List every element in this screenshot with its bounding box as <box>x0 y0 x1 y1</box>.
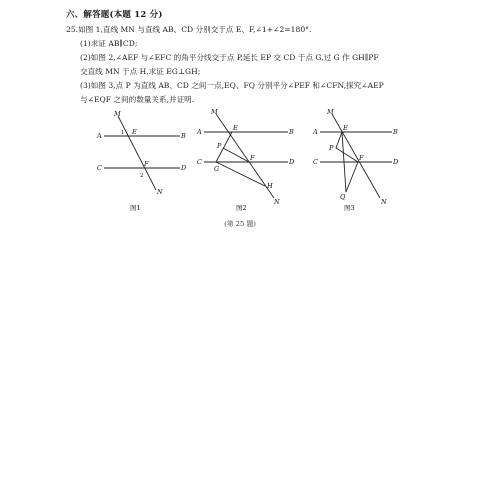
fig1-label-m: M <box>114 110 121 118</box>
fig3-segment-ep <box>336 132 342 148</box>
fig2-label-g: G <box>214 165 220 173</box>
problem-stem: 25.如图 1,直线 MN 与直线 AB、CD 分别交于点 E、F,∠1+∠2=180°. <box>66 25 312 34</box>
fig3-segment-fq <box>346 162 358 192</box>
fig2-label-b: B <box>289 128 294 136</box>
problem-part3-line2: 与∠EQF 之间的数量关系,并证明. <box>80 95 195 104</box>
fig1-label-angle2: 2 <box>140 173 144 179</box>
fig1-label-angle1: 1 <box>121 130 125 136</box>
fig2-segment-pf <box>223 148 249 162</box>
figure-3-diagram <box>320 114 392 198</box>
fig3-label-q: Q <box>340 193 346 201</box>
fig3-segment-pf <box>336 148 358 162</box>
fig1-label-n: N <box>157 188 163 196</box>
fig3-line-mn <box>332 114 380 198</box>
fig3-label-b: B <box>393 128 398 136</box>
fig2-label-h: H <box>267 182 273 190</box>
fig3-label-p: P <box>329 144 334 152</box>
figures <box>84 106 404 226</box>
problem-part1: (1)求证 AB∥CD; <box>80 39 138 48</box>
figure-2-diagram <box>204 114 288 198</box>
fig1-label-d: D <box>181 164 187 172</box>
fig1-line-mn <box>118 116 156 190</box>
fig2-line-mn <box>216 114 274 198</box>
fig1-label-c: C <box>97 164 102 172</box>
problem-caption: (第 25 题) <box>224 220 256 228</box>
fig2-label-d: D <box>289 158 295 166</box>
fig3-label-a: A <box>313 128 318 136</box>
fig2-label-m: M <box>211 108 218 116</box>
problem-part2-line1: (2)如图 2,∠AEF 与∠EFC 的角平分线交于点 P,延长 EP 交 CD 于点 G,过 G 作 GH∥PF <box>80 53 379 62</box>
fig3-label-e: E <box>343 124 348 132</box>
fig2-caption: 图2 <box>236 204 247 212</box>
fig3-caption: 图3 <box>344 204 355 212</box>
problem-part2-line2: 交直线 MN 于点 H,求证 EG⊥GH; <box>80 67 201 76</box>
figures-svg <box>84 106 404 226</box>
fig2-label-a: A <box>197 128 202 136</box>
section-title: 六、解答题(本题 12 分) <box>66 10 163 20</box>
problem-part3-line1: (3)如图 3,点 P 为直线 AB、CD 之间一点,EQ、FQ 分别平分∠PEF 和∠CFN,探究∠AEP <box>80 81 384 90</box>
fig3-label-c: C <box>313 158 318 166</box>
fig2-label-n: N <box>274 198 280 206</box>
fig2-label-e: E <box>233 124 238 132</box>
fig1-caption: 图1 <box>130 204 141 212</box>
fig3-label-d: D <box>393 158 399 166</box>
fig1-label-b: B <box>181 132 186 140</box>
fig2-label-c: C <box>197 158 202 166</box>
fig2-label-f: F <box>250 154 255 162</box>
fig3-label-f: F <box>359 154 364 162</box>
fig3-label-m: M <box>327 108 334 116</box>
fig1-label-a: A <box>97 132 102 140</box>
fig2-label-p: P <box>217 142 222 150</box>
fig3-label-n: N <box>381 198 387 206</box>
fig1-label-e: E <box>132 128 137 136</box>
fig1-label-f: F <box>144 160 149 168</box>
